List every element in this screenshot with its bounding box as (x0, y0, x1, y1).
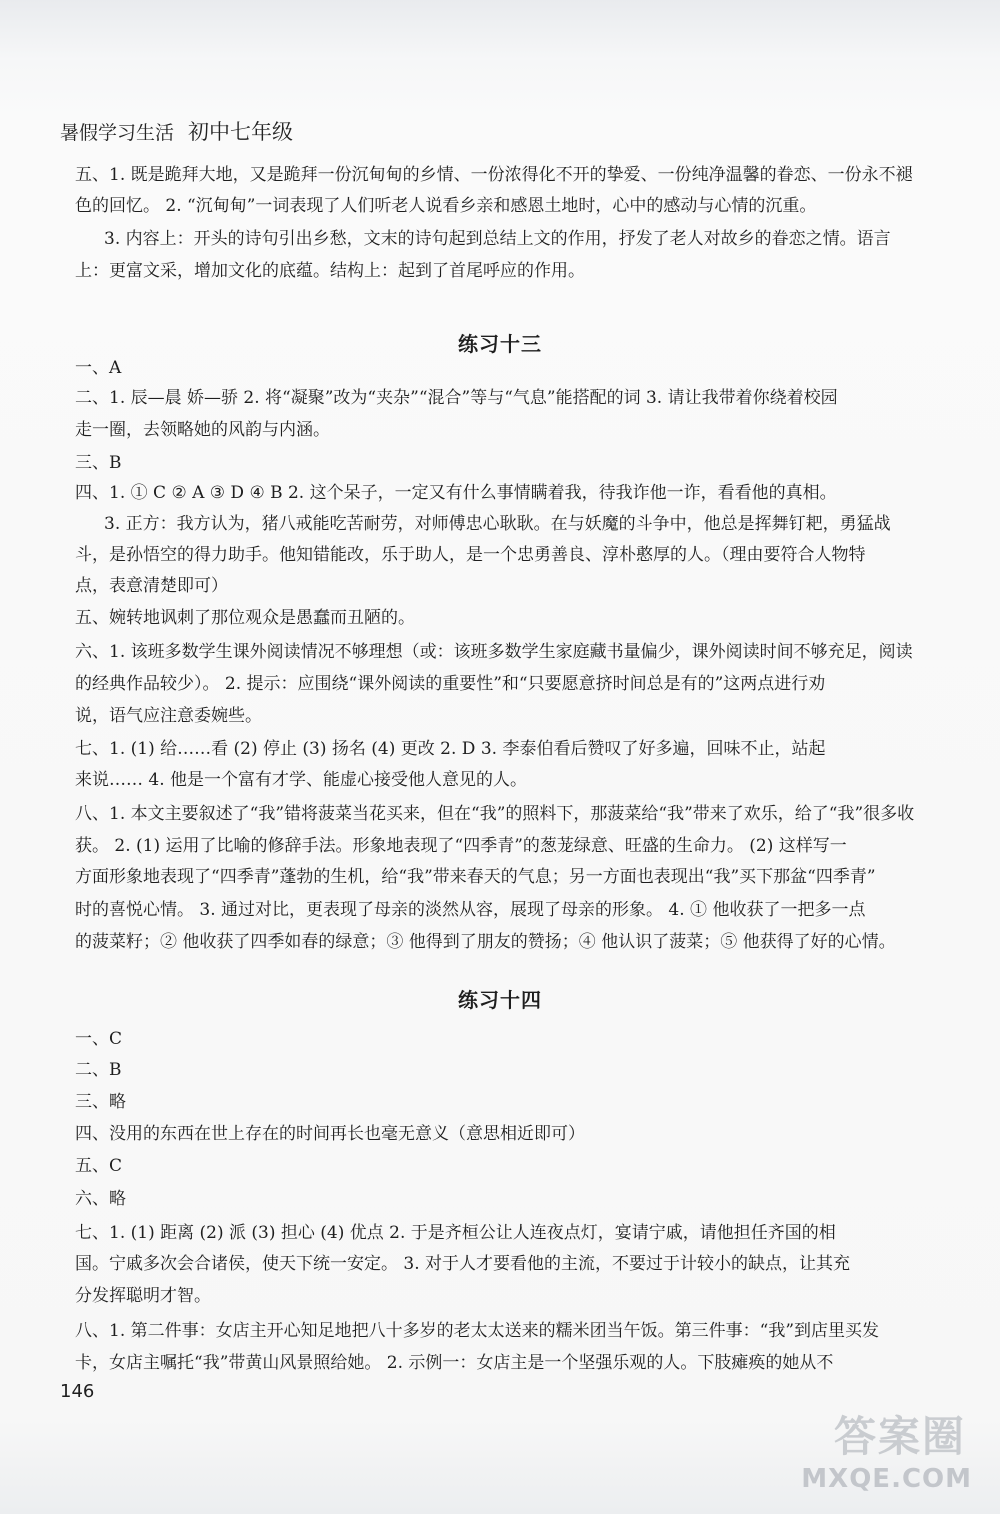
answer-line: 上：更富文采，增加文化的底蕴。结构上：起到了首尾呼应的作用。 (75, 261, 585, 281)
answer-line: 3. 内容上：开头的诗句引出乡愁，文末的诗句起到总结上文的作用，抒发了老人对故乡的眷恋之情。语言 (104, 229, 891, 249)
answer-line: 五、C (75, 1156, 123, 1176)
answer-line: 七、1. (1) 给……看 (2) 停止 (3) 扬名 (4) 更改 2. D 3. 李泰伯看后赞叹了好多遍，回味不止，站起 (75, 739, 826, 759)
answer-line: 七、1. (1) 距离 (2) 派 (3) 担心 (4) 优点 2. 于是齐桓公让人连夜点灯，宴请宁戚，请他担任齐国的相 (75, 1223, 836, 1243)
answer-line: 的菠菜籽；② 他收获了四季如春的绿意；③ 他得到了朋友的赞扬；④ 他认识了菠菜；⑤ 他获得了好的心情。 (75, 932, 896, 952)
answer-line: 四、没用的东西在世上存在的时间再长也毫无意义（意思相近即可） (75, 1124, 585, 1144)
answer-line: 五、婉转地讽刺了那位观众是愚蠢而丑陋的。 (75, 608, 415, 628)
answer-line: 四、1. ① C ② A ③ D ④ B 2. 这个呆子，一定又有什么事情瞒着我，待我诈他一诈，看看他的真相。 (75, 483, 837, 503)
answer-line: 的经典作品较少）。 2. 提示：应围绕“课外阅读的重要性”和“只要愿意挤时间总是有的”这两点进行劝 (75, 674, 826, 694)
answer-line: 二、B (75, 1060, 122, 1080)
answer-line: 色的回忆。 2. “沉甸甸”一词表现了人们听老人说看乡亲和感恩土地时，心中的感动与心情的沉重。 (75, 196, 817, 216)
page-header (60, 116, 293, 146)
answer-line: 说，语气应注意委婉些。 (75, 706, 262, 726)
answer-line: 点，表意清楚即可） (75, 576, 228, 596)
answer-line: 国。宁戚多次会合诸侯，使天下统一安定。 3. 对于人才要看他的主流，不要过于计较小的缺点，让其充 (75, 1254, 851, 1274)
answer-line: 三、B (75, 453, 122, 473)
answer-line: 八、1. 第二件事：女店主开心知足地把八十多岁的老太太送来的糯米团当午饭。第三件事：“我”到店里买发 (75, 1321, 880, 1341)
answer-line: 来说…… 4. 他是一个富有才学、能虚心接受他人意见的人。 (75, 770, 528, 790)
section-title-14: 练习十四 (458, 988, 542, 1012)
book-title: 暑假学习生活 (60, 122, 175, 144)
page-number: 146 (60, 1381, 95, 1402)
answer-line: 3. 正方：我方认为，猪八戒能吃苦耐劳，对师傅忠心耿耿。在与妖魔的斗争中，他总是挥舞钉耙，勇猛战 (104, 514, 891, 534)
answer-line: 卡，女店主嘱托“我”带黄山风景照给她。 2. 示例一：女店主是一个坚强乐观的人。下肢瘫痪的她从不 (75, 1353, 834, 1373)
answer-line: 二、1. 辰—晨 娇—骄 2. 将“凝聚”改为“夹杂”“混合”等与“气息”能搭配的词 3. 请让我带着你绕着校园 (75, 388, 838, 408)
answer-line: 走一圈，去领略她的风韵与内涵。 (75, 420, 330, 440)
answer-line: 六、略 (75, 1189, 126, 1209)
answer-line: 五、1. 既是跪拜大地，又是跪拜一份沉甸甸的乡情、一份浓得化不开的挚爱、一份纯净温馨的眷恋、一份永不褪 (75, 165, 913, 185)
answer-line: 获。 2. (1) 运用了比喻的修辞手法。形象地表现了“四季青”的葱茏绿意、旺盛的生命力。 (2) 这样写一 (75, 836, 847, 856)
section-title-13: 练习十三 (458, 332, 542, 356)
watermark-text-top: 答案圈 (833, 1412, 966, 1461)
answer-line: 分发挥聪明才智。 (75, 1286, 211, 1306)
answer-line: 方面形象地表现了“四季青”蓬勃的生机，给“我”带来春天的气息；另一方面也表现出“我”买下那盆“四季青” (75, 867, 876, 887)
answer-line: 一、A (75, 358, 122, 378)
watermark-text-bottom: MXQE.COM (801, 1464, 972, 1494)
answer-line: 三、略 (75, 1092, 126, 1112)
answer-line: 一、C (75, 1029, 123, 1049)
answer-line: 时的喜悦心情。 3. 通过对比，更表现了母亲的淡然从容，展现了母亲的形象。 4. ① 他收获了一把多一点 (75, 900, 866, 920)
answer-line: 八、1. 本文主要叙述了“我”错将菠菜当花买来，但在“我”的照料下，那菠菜给“我”带来了欢乐，给了“我”很多收 (75, 804, 915, 824)
watermark-logo (782, 1404, 972, 1494)
answer-line: 六、1. 该班多数学生课外阅读情况不够理想（或：该班多数学生家庭藏书量偏少，课外阅读时间不够充足，阅读 (75, 642, 913, 662)
answer-line: 斗，是孙悟空的得力助手。他知错能改，乐于助人，是一个忠勇善良、淳朴憨厚的人。（理由要符合人物特 (75, 545, 866, 565)
grade-label: 初中七年级 (188, 120, 294, 144)
